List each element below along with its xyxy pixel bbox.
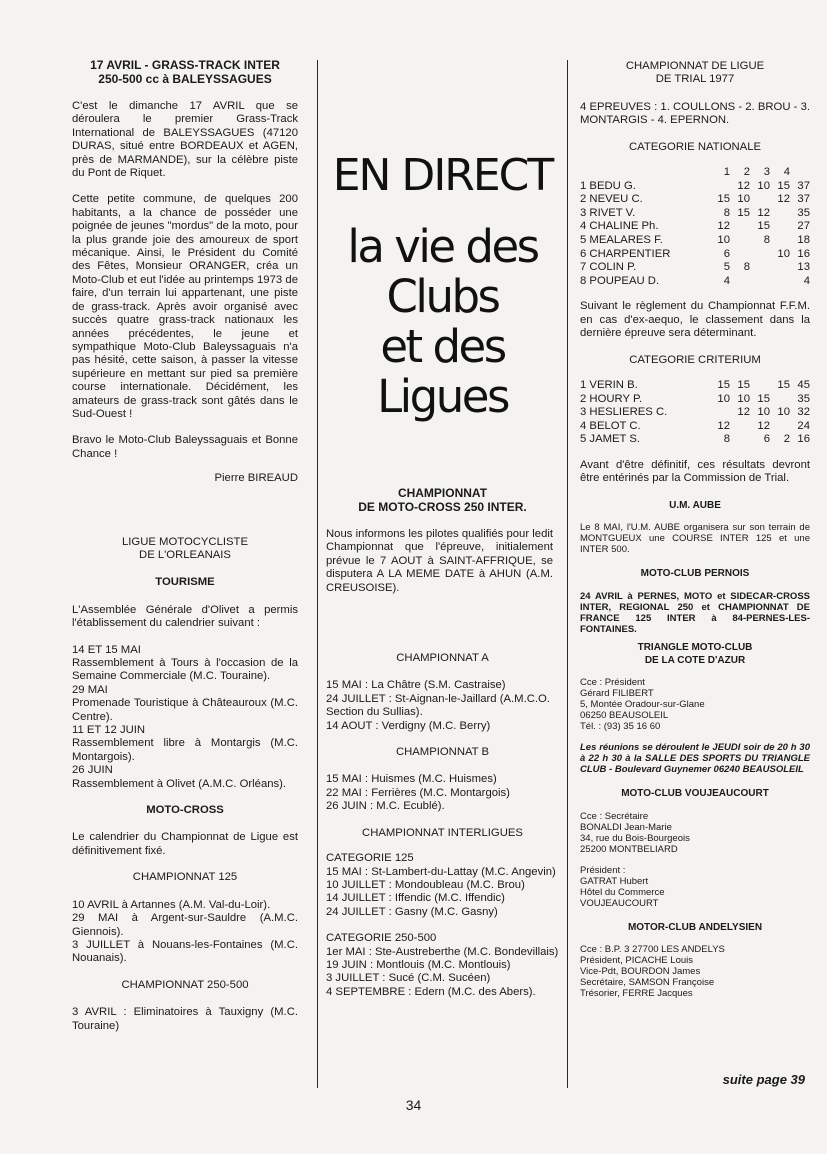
score-cell: 8 <box>723 206 730 219</box>
grass-track-paragraph-1: C'est le dimanche 17 AVRIL que se déroulera le premier Grass-Track International de BALEYSSAGUES (47120 DURAS, situé entre BORDEAUX et AGEN, près de MARMANDE), sur la célèbre piste du Pont de Riquet. <box>72 100 298 180</box>
table-row <box>580 393 810 407</box>
motocross-250-title: CHAMPIONNAT DE MOTO-CROSS 250 INTER. <box>358 486 527 514</box>
score-cell: 8 <box>763 234 770 246</box>
score-cell: 12 <box>777 193 790 206</box>
section-title <box>318 150 567 422</box>
score-cell <box>750 379 770 393</box>
score-cell: 4 <box>803 274 810 287</box>
table-row <box>580 406 810 420</box>
grass-track-paragraph-3: Bravo le Moto-Club Baleyssaguais et Bonne Chance ! <box>72 434 298 460</box>
score-cell: 3 <box>763 166 770 179</box>
score-cell: 15 <box>717 193 730 206</box>
table-row <box>580 180 810 194</box>
score-cell: 15 <box>737 206 750 219</box>
score-cell <box>730 220 750 234</box>
rider-name: 5 MEALARES F. <box>580 234 663 246</box>
championnat-b-heading: CHAMPIONNAT B <box>395 746 490 759</box>
score-cell: 5 <box>723 261 730 274</box>
score-cell: 2 <box>783 433 790 446</box>
score-cell: 15 <box>737 379 750 391</box>
table-row <box>580 166 810 180</box>
grass-track-paragraph-2: Cette petite commune, de quelques 200 habitants, a la chance de posséder une poignée de jeunes "mordus" de la moto, pour la plus grande joie des amoureux de sport mécanique. Ainsi, le Président du Comité des Fêtes, Monsieur ORANGER, créa un Moto-Club et eut l'idée au printemps 1973 de faire, d'un terrain lui appartenant, une piste de grass-track. Après avoir organisé avec succès quatre grass-track nationaux les années précédentes, le jeune et sympathique Moto-Club Baleyssaguais n'a pas hésité, cette saison, à passer la vitesse supérieure en mettant sur pied sa première course internationale. Décidément, les amateurs de grass-track sont gâtés dans le Sud-Ouest ! <box>72 193 298 420</box>
score-cell <box>730 433 750 447</box>
tourisme-heading: TOURISME <box>155 576 215 589</box>
championnat-b-text: 15 MAI : Huismes (M.C. Huismes) 22 MAI : Ferrières (M.C. Montargois) 26 JUIN : M.C. Ecublé). <box>326 773 510 813</box>
criterium-table <box>580 379 810 447</box>
table-row <box>580 275 810 289</box>
title-clubs: Clubs <box>386 270 499 323</box>
score-cell: 8 <box>743 261 750 274</box>
middle-column <box>326 486 559 1012</box>
table-row <box>580 193 810 207</box>
nationale-table <box>580 166 810 288</box>
triangle-note: Les réunions se déroulent le JEUDI soir de 20 h 30 à 22 h 30 à la SALLE DES SPORTS DU TRIANGLE CLUB - Boulevard Guynemer 06240 BEAUSOLEIL <box>580 742 810 776</box>
voujeaucourt-president: Président : GATRAT Hubert Hôtel du Commerce VOUJEAUCOURT <box>580 864 665 909</box>
score-cell: 12 <box>717 220 730 233</box>
rider-name: 4 BELOT C. <box>580 419 641 432</box>
score-cell <box>770 261 790 275</box>
pernois-text: 24 AVRIL à PERNES, MOTO et SIDECAR-CROSS INTER, REGIONAL 250 et CHAMPIONNAT DE FRANCE 125 INTER à 84-PERNES-LES-FONTAINES. <box>580 590 810 635</box>
triangle-heading: TRIANGLE MOTO-CLUB DE LA COTE D'AZUR <box>637 641 753 666</box>
score-cell: 32 <box>797 406 810 419</box>
score-cell: 27 <box>797 220 810 233</box>
score-cell <box>750 193 770 207</box>
score-cell <box>770 275 790 289</box>
score-cell <box>750 261 770 275</box>
score-cell: 16 <box>797 247 810 260</box>
table-row <box>580 261 810 275</box>
table-row <box>580 420 810 434</box>
score-cell: 10 <box>757 406 770 419</box>
trial-text: 4 EPREUVES : 1. COULLONS - 2. BROU - 3. MONTARGIS - 4. EPERNON. <box>580 100 810 127</box>
score-cell: 6 <box>723 247 730 260</box>
table-row <box>580 248 810 262</box>
score-cell: 37 <box>797 193 810 206</box>
score-cell: 12 <box>717 419 730 432</box>
score-cell: 35 <box>797 206 810 219</box>
score-cell: 10 <box>777 406 790 419</box>
criterium-heading: CATEGORIE CRITERIUM <box>629 353 761 366</box>
championnat-a-heading: CHAMPIONNAT A <box>396 652 489 665</box>
score-cell <box>730 420 750 434</box>
score-cell: 10 <box>717 392 730 405</box>
championnat-a-text: 15 MAI : La Châtre (S.M. Castraise) 24 JUILLET : St-Aignan-le-Jaillard (A.M.C.O. Section du Sullias). 14 AOUT : Verdigny (M.C. Berry) <box>326 679 550 732</box>
score-cell <box>770 207 790 221</box>
page-number: 34 <box>405 1097 422 1113</box>
table-row <box>580 379 810 393</box>
score-cell <box>770 420 790 434</box>
title-la-vie-des: la vie des <box>347 220 538 273</box>
suite-page-link: suite page 39 <box>722 1072 805 1087</box>
title-et-des-ligues: et des Ligues <box>377 320 508 423</box>
score-cell: 16 <box>797 433 810 446</box>
score-cell: 45 <box>797 379 810 391</box>
score-cell: 15 <box>757 220 770 233</box>
interligues-heading: CHAMPIONNAT INTERLIGUES <box>362 826 523 839</box>
voujeaucourt-heading: MOTO-CLUB VOUJEAUCOURT <box>621 788 769 800</box>
score-cell: 12 <box>757 206 770 219</box>
trial-title: CHAMPIONNAT DE LIGUE DE TRIAL 1977 <box>625 60 765 86</box>
score-cell <box>730 234 750 248</box>
rider-name: 3 RIVET V. <box>580 206 636 219</box>
aube-heading: U.M. AUBE <box>669 499 721 511</box>
table-row <box>580 234 810 248</box>
andelysien-heading: MOTOR-CLUB ANDELYSIEN <box>627 921 763 933</box>
score-cell: 4 <box>783 166 790 179</box>
rider-name <box>580 166 710 180</box>
triangle-text: Cce : Président Gérard FILIBERT 5, Montée Oradour-sur-Glane 06250 BEAUSOLEIL Tél. : (93) 35 16 60 <box>580 677 705 733</box>
rider-name: 5 JAMET S. <box>580 433 641 446</box>
title-en-direct: EN DIRECT <box>332 150 553 201</box>
aube-text: Le 8 MAI, l'U.M. AUBE organisera sur son terrain de MONTGUEUX une COURSE INTER 125 et une INTER 500. <box>580 522 810 556</box>
nationale-heading: CATEGORIE NATIONALE <box>628 140 762 153</box>
score-cell <box>730 275 750 289</box>
signature: Pierre BIREAUD <box>214 472 298 485</box>
score-cell: 1 <box>723 166 730 179</box>
pernois-heading: MOTO-CLUB PERNOIS <box>640 568 750 580</box>
interligues-125: CATEGORIE 125 15 MAI : St-Lambert-du-Lattay (M.C. Angevin) 10 JUILLET : Mondoubleau (M.C. Brou) 14 JUILLET : Iffendic (M.C. Iffendic) 24 JUILLET : Gasny (M.C. Gasny) <box>326 852 556 918</box>
table-row <box>580 433 810 447</box>
rider-name: 1 BEDU G. <box>580 179 636 192</box>
rider-name: 7 COLIN P. <box>580 261 637 274</box>
rider-name: 1 VERIN B. <box>580 379 638 391</box>
motocross-250-text: Nous informons les pilotes qualifiés pour ledit Championnat que l'épreuve, initialement prévue le 7 AOUT à SAINT-AFFRIQUE, se disputera A LA MEME DATE à AHUN (A.M. CREUSOISE). <box>326 528 553 594</box>
score-cell <box>770 220 790 234</box>
interligues-250: CATEGORIE 250-500 1er MAI : Ste-Austreberthe (M.C. Bondevillais) 19 JUIN : Montlouis (M.C. Montlouis) 3 JUILLET : Sucé (C.M. Sucéen) 4 SEPTEMBRE : Edern (M.C. des Abers). <box>326 932 559 998</box>
score-cell <box>730 248 750 262</box>
score-cell: 10 <box>737 193 750 206</box>
score-cell: 12 <box>757 419 770 432</box>
score-cell <box>710 180 730 194</box>
score-cell: 37 <box>797 179 810 192</box>
nationale-text: Suivant le règlement du Championnat F.F.M. en cas d'ex-aequo, le classement dans la dernière épreuve sera déterminant. <box>580 300 810 340</box>
score-cell <box>790 166 810 180</box>
championnat-125-heading: CHAMPIONNAT 125 <box>132 871 238 884</box>
score-cell <box>750 275 770 289</box>
score-cell: 15 <box>717 379 730 391</box>
score-cell: 2 <box>743 166 750 179</box>
score-cell: 24 <box>797 419 810 432</box>
rider-name: 6 CHARPENTIER <box>580 247 671 260</box>
score-cell: 6 <box>763 433 770 446</box>
score-cell: 15 <box>777 179 790 192</box>
score-cell <box>770 393 790 407</box>
score-cell: 10 <box>737 392 750 405</box>
score-cell: 12 <box>737 406 750 419</box>
left-column <box>72 58 298 1046</box>
rider-name: 3 HESLIERES C. <box>580 406 668 419</box>
score-cell <box>770 234 790 248</box>
criterium-text: Avant d'être définitif, ces résultats devront être entérinés par la Commission de Trial. <box>580 458 810 485</box>
rider-name: 2 HOURY P. <box>580 392 643 405</box>
score-cell <box>750 248 770 262</box>
score-cell: 15 <box>757 392 770 405</box>
column-divider-right <box>567 60 568 1088</box>
score-cell: 18 <box>797 234 810 246</box>
motocross-heading: MOTO-CROSS <box>146 804 224 817</box>
ligue-title: LIGUE MOTOCYCLISTE DE L'ORLEANAIS <box>122 535 248 561</box>
voujeaucourt-text: Cce : Secrétaire BONALDI Jean-Marie 34, rue du Bois-Bourgeois 25200 MONTBELIARD <box>580 810 690 855</box>
championnat-125-text: 10 AVRIL à Artannes (A.M. Val-du-Loir). 29 MAI à Argent-sur-Sauldre (A.M.C. Giennois). 3 JUILLET à Nouans-les-Fontaines (M.C. Nouanais). <box>72 898 298 965</box>
score-cell: 15 <box>777 379 790 391</box>
rider-name: 2 NEVEU C. <box>580 193 643 206</box>
score-cell: 35 <box>797 392 810 405</box>
grass-track-title: 17 AVRIL - GRASS-TRACK INTER 250-500 cc à BALEYSSAGUES <box>90 58 280 86</box>
score-cell <box>710 406 730 420</box>
score-cell: 12 <box>737 179 750 192</box>
score-cell: 10 <box>717 234 730 246</box>
right-column <box>580 60 810 999</box>
score-cell: 8 <box>723 433 730 446</box>
championnat-250-text: 3 AVRIL : Eliminatoires à Tauxigny (M.C. Touraine) <box>72 1006 298 1032</box>
score-cell: 13 <box>797 261 810 274</box>
table-row <box>580 207 810 221</box>
tourisme-intro: L'Assemblée Générale d'Olivet a permis l'établissement du calendrier suivant : <box>72 603 298 630</box>
championnat-250-heading: CHAMPIONNAT 250-500 <box>121 978 249 991</box>
rider-name: 4 CHALINE Ph. <box>580 220 659 233</box>
tourisme-calendar: 14 ET 15 MAI Rassemblement à Tours à l'occasion de la Semaine Commerciale (M.C. Touraine). 29 MAI Promenade Touristique à Châteauroux (M.C. Centre). 11 ET 12 JUIN Rassemblement libre à Montargis (M.C. Montargois). 26 JUIN Rassemblement à Olivet (A.M.C. Orléans). <box>72 643 298 790</box>
motocross-text: Le calendrier du Championnat de Ligue est définitivement fixé. <box>72 831 298 857</box>
score-cell: 4 <box>723 274 730 287</box>
andelysien-text: Cce : B.P. 3 27700 LES ANDELYS Président, PICACHE Louis Vice-Pdt, BOURDON James Secrétaire, SAMSON Françoise Trésorier, FERRE Jacques <box>580 944 725 1000</box>
score-cell: 10 <box>757 179 770 192</box>
table-row <box>580 220 810 234</box>
score-cell: 10 <box>777 247 790 260</box>
rider-name: 8 POUPEAU D. <box>580 274 660 287</box>
